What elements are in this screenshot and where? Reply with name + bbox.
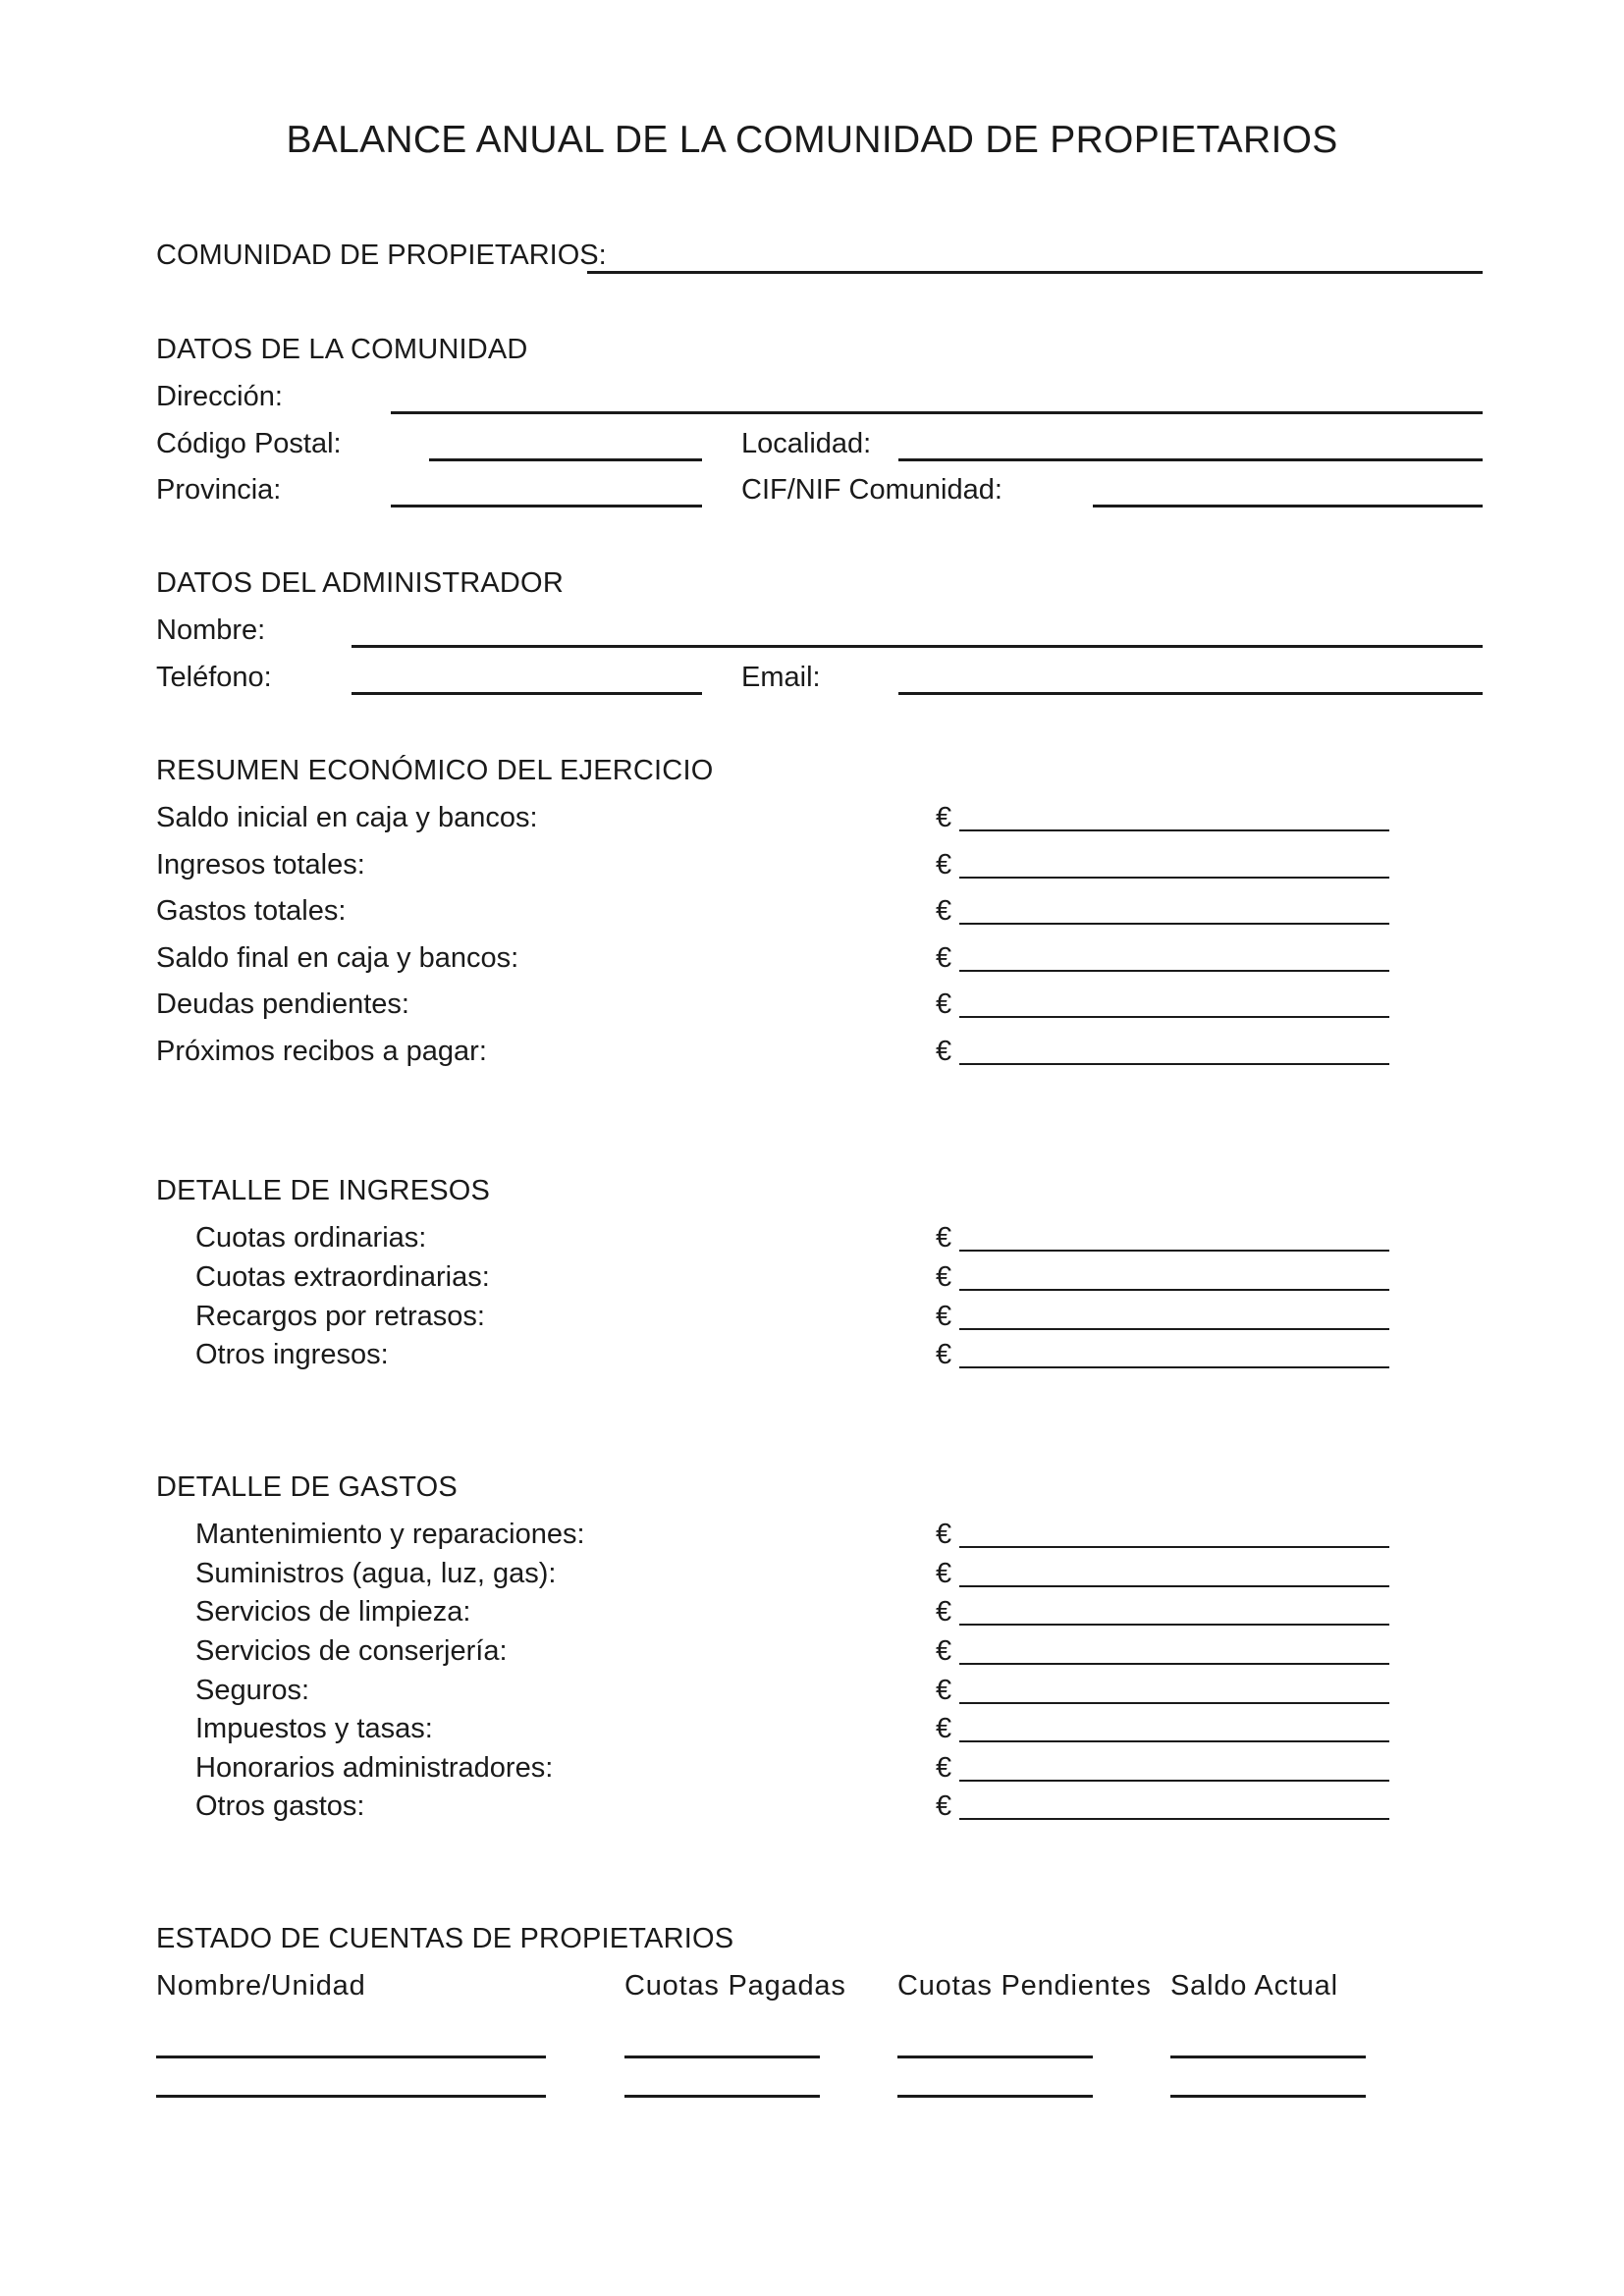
gasto-item: Servicios de conserjería: [195,1635,508,1667]
amount-field[interactable] [959,970,1389,972]
amount-field[interactable] [959,1366,1389,1368]
amount-field[interactable] [959,1328,1389,1330]
amount-field[interactable] [959,1780,1389,1782]
amount-field[interactable] [959,1016,1389,1018]
column-header-cuotas-pendientes: Cuotas Pendientes [897,1970,1152,2002]
amount-field[interactable] [959,923,1389,925]
euro-symbol: € [936,1519,952,1550]
euro-symbol: € [936,802,952,833]
column-header-cuotas-pagadas: Cuotas Pagadas [624,1970,846,2002]
table-cell-field[interactable] [897,2056,1093,2058]
euro-symbol: € [936,1713,952,1744]
gasto-item: Mantenimiento y reparaciones: [195,1519,585,1550]
euro-symbol: € [936,1036,952,1067]
resumen-item: Saldo final en caja y bancos: [156,942,519,974]
direccion-field[interactable] [391,411,1483,414]
ingresos-heading: DETALLE DE INGRESOS [156,1175,491,1206]
datos-comunidad-heading: DATOS DE LA COMUNIDAD [156,334,528,365]
euro-symbol: € [936,849,952,881]
telefono-label: Teléfono: [156,662,272,693]
euro-symbol: € [936,1261,952,1293]
table-cell-field[interactable] [156,2095,546,2098]
cuentas-heading: ESTADO DE CUENTAS DE PROPIETARIOS [156,1923,734,1954]
resumen-item: Ingresos totales: [156,849,365,881]
email-field[interactable] [898,692,1483,695]
gastos-heading: DETALLE DE GASTOS [156,1471,458,1503]
amount-field[interactable] [959,1702,1389,1704]
table-cell-field[interactable] [156,2056,546,2058]
cif-nif-field[interactable] [1093,505,1483,507]
column-header-saldo-actual: Saldo Actual [1170,1970,1338,2002]
euro-symbol: € [936,1752,952,1784]
table-cell-field[interactable] [1170,2056,1366,2058]
page-title: BALANCE ANUAL DE LA COMUNIDAD DE PROPIETARIOS [286,119,1338,161]
amount-field[interactable] [959,1546,1389,1548]
euro-symbol: € [936,1301,952,1332]
table-cell-field[interactable] [1170,2095,1366,2098]
ingreso-item: Otros ingresos: [195,1339,389,1370]
table-cell-field[interactable] [897,2095,1093,2098]
amount-field[interactable] [959,1063,1389,1065]
codigo-postal-label: Código Postal: [156,428,342,459]
euro-symbol: € [936,1339,952,1370]
gasto-item: Servicios de limpieza: [195,1596,471,1628]
amount-field[interactable] [959,1624,1389,1626]
euro-symbol: € [936,895,952,927]
euro-symbol: € [936,942,952,974]
nombre-field[interactable] [352,645,1483,648]
amount-field[interactable] [959,1663,1389,1665]
direccion-label: Dirección: [156,381,283,412]
email-label: Email: [741,662,821,693]
table-cell-field[interactable] [624,2056,820,2058]
codigo-postal-field[interactable] [429,458,702,461]
comunidad-label: COMUNIDAD DE PROPIETARIOS: [156,240,607,271]
gasto-item: Otros gastos: [195,1790,365,1822]
gasto-item: Suministros (agua, luz, gas): [195,1558,557,1589]
euro-symbol: € [936,1222,952,1254]
localidad-field[interactable] [898,458,1483,461]
ingreso-item: Recargos por retrasos: [195,1301,485,1332]
gasto-item: Honorarios administradores: [195,1752,554,1784]
resumen-item: Saldo inicial en caja y bancos: [156,802,538,833]
ingreso-item: Cuotas extraordinarias: [195,1261,490,1293]
euro-symbol: € [936,1635,952,1667]
resumen-item: Gastos totales: [156,895,347,927]
column-header-nombre: Nombre/Unidad [156,1970,366,2002]
euro-symbol: € [936,1675,952,1706]
ingreso-item: Cuotas ordinarias: [195,1222,427,1254]
cif-nif-label: CIF/NIF Comunidad: [741,474,1002,506]
datos-administrador-heading: DATOS DEL ADMINISTRADOR [156,567,564,599]
amount-field[interactable] [959,1289,1389,1291]
comunidad-field[interactable] [587,271,1483,274]
provincia-label: Provincia: [156,474,282,506]
amount-field[interactable] [959,829,1389,831]
resumen-item: Deudas pendientes: [156,988,409,1020]
resumen-item: Próximos recibos a pagar: [156,1036,487,1067]
euro-symbol: € [936,988,952,1020]
amount-field[interactable] [959,1250,1389,1252]
amount-field[interactable] [959,1585,1389,1587]
provincia-field[interactable] [391,505,702,507]
localidad-label: Localidad: [741,428,872,459]
resumen-heading: RESUMEN ECONÓMICO DEL EJERCICIO [156,755,714,786]
gasto-item: Impuestos y tasas: [195,1713,433,1744]
table-cell-field[interactable] [624,2095,820,2098]
euro-symbol: € [936,1558,952,1589]
euro-symbol: € [936,1596,952,1628]
nombre-label: Nombre: [156,614,266,646]
euro-symbol: € [936,1790,952,1822]
amount-field[interactable] [959,877,1389,879]
telefono-field[interactable] [352,692,702,695]
amount-field[interactable] [959,1740,1389,1742]
amount-field[interactable] [959,1818,1389,1820]
gasto-item: Seguros: [195,1675,310,1706]
